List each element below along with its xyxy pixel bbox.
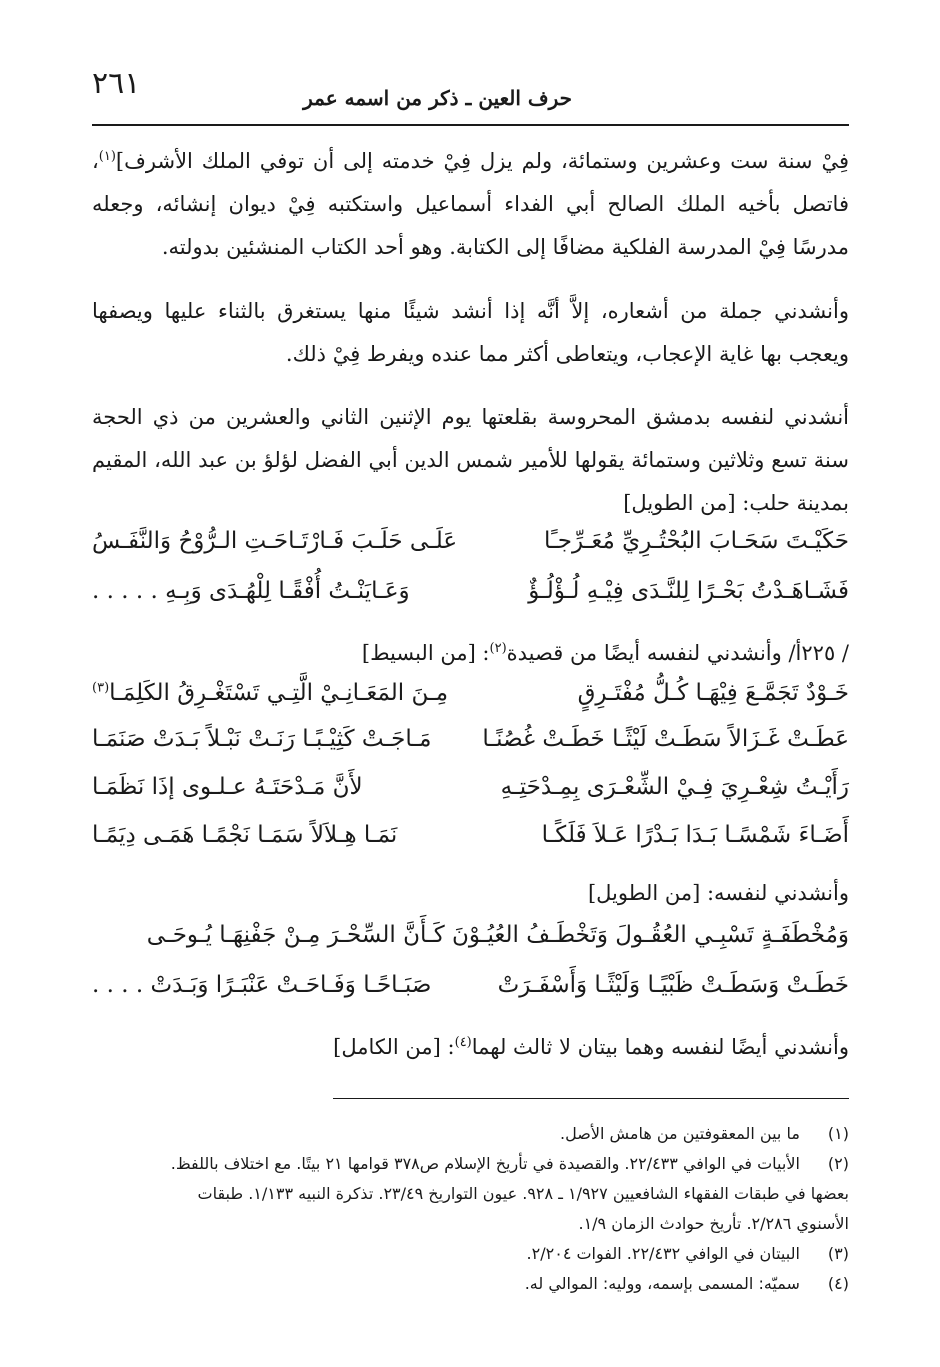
hemistich-first: خَـوْدٌ تَجَمَّـعَ فِيْهَـا كُـلُّ مُفْتَـرِقٍ xyxy=(577,680,849,706)
paragraph-4 xyxy=(92,632,849,675)
hemistich-second: لأَنَّ مَـدْحَتَـهُ عـلـوى إذَا نَظَمَـا xyxy=(92,774,363,800)
header-rule xyxy=(92,124,849,126)
footnote-ref-3: (٣) xyxy=(92,680,110,696)
footnote-ref-2: (٢) xyxy=(489,641,507,656)
paragraph-6-text: وأنشدني أيضًا لنفسه وهما بيتان لا ثالث لهما xyxy=(471,1035,849,1059)
verse-3-1 xyxy=(92,922,849,968)
paragraph-1-tail: ، فاتصل بأخيه الملك الصالح أبي الفداء أسماعيل واستكتبه فِيْ ديوان إنشائه، وجعله مدرسًا فِيْ المدرسة الفلكية مضافًا إلى الكتابة. وهو أحد الكتاب المنشئين بدولته. xyxy=(92,149,849,259)
hemistich-second: صَبَـاحًـا وَفَـاحَـتْ عَنْبَـرًا وَبَـدَتْ . . . . xyxy=(92,972,432,998)
verse-2-2 xyxy=(92,726,849,772)
footnote-number: (٣) xyxy=(827,1244,849,1263)
running-header: حرف العين ـ ذكر من اسمه عمر xyxy=(303,86,572,110)
footnote-2-line-2: بعضها في طبقات الفقهاء الشافعيين ١/٩٢٧ ـ ٩٢٨. عيون التواريخ ٢٣/٤٩. تذكرة النبيه ١/١٣٣. طبقات xyxy=(197,1184,849,1203)
footnote-2-line-3: الأسنوي ٢/٢٨٦. تأريخ حوادث الزمان ١/٩. xyxy=(578,1214,849,1233)
hemistich-second: عَلَـى حَلَـبَ فَـارْتَـاحَـتِ الـرُّوْحُ وَالنَّفَـسُ xyxy=(92,528,458,554)
footnote-4 xyxy=(92,1270,849,1298)
paragraph-5: وأنشدني لنفسه: [من الطويل] xyxy=(587,881,849,905)
paragraph-4-tail: : [من البسيط] xyxy=(361,641,490,665)
footnote-text: ما بين المعقوفتين من هامش الأصل. xyxy=(560,1124,800,1143)
footnote-text: الأبيات في الوافي ٢٢/٤٣٣. والقصيدة في تأريخ الإسلام ص٣٧٨ قوامها ٢١ بيتًا. مع اختلاف باللفظ. xyxy=(170,1154,800,1173)
footnote-number: (٢) xyxy=(827,1154,849,1173)
hemistich-first: خَطَـتْ وَسَطَـتْ ظَبْيًـا وَلَيْثًـا وَأَسْفَـرَتْ xyxy=(497,972,849,998)
hemistich-second: مَـاجَـتْ كَثِيْـبًـا رَنَـتْ نَبْـلاً بَـدَتْ صَنَمَـا xyxy=(92,726,432,752)
verse-2-3 xyxy=(92,774,849,820)
footnote-1 xyxy=(92,1120,849,1148)
paragraph-1-text: فِيْ سنة ست وعشرين وستمائة، ولم يزل فِيْ خدمته إلى أن توفي الملك الأشرف] xyxy=(115,149,849,173)
verse-2-4 xyxy=(92,822,849,868)
hemistich-first: أَضَـاءَ شَمْسًـا بَـدَا بَـدْرًا عَـلاَ فَلَكًـا xyxy=(541,822,849,848)
footnote-number: (٤) xyxy=(827,1274,849,1293)
footnote-ref-1: (١) xyxy=(98,149,116,164)
footnote-ref-4: (٤) xyxy=(454,1035,472,1050)
paragraph-6 xyxy=(149,1026,849,1069)
paragraph-4-text: وأنشدني لنفسه أيضًا من قصيدة xyxy=(506,641,782,665)
verse-1-2 xyxy=(92,578,849,624)
paragraph-6-tail: : [من الكامل] xyxy=(333,1035,455,1059)
footnote-2 xyxy=(92,1150,849,1178)
page-number: ٢٦١ xyxy=(92,66,141,101)
folio-marker: / ٢٢٥أ/ xyxy=(788,641,849,665)
verse-1-1 xyxy=(92,528,849,574)
hemistich-second xyxy=(92,680,448,706)
hemistich-second: وَعَـايَنْـتُ أُفْقًـا لِلْهُـدَى وَبِـهِ . . . . . xyxy=(92,578,410,604)
verse-full-line: وَمُخْطَفَـةٍ تَسْبِـي العُقُـولَ وَتَخْطَـفُ العُيُـوْنَ كَـأَنَّ السِّحْـرَ مِـنْ جَفْنِهَـا يُـوحَـى xyxy=(146,922,849,948)
hemistich-first: فَشَـاهَـدْتُ بَحْـرًا لِلنَّـدَى فِيْـهِ لُـؤْلُـؤٌ xyxy=(528,578,849,604)
hemistich-second: نَمَـا هِـلاَلاً سَمَـا نَجْمًـا هَمَـى دِيَمًـا xyxy=(92,822,398,848)
footnote-rule xyxy=(333,1098,849,1099)
footnote-text: البيتان في الوافي ٢٢/٤٣٢. الفوات ٢/٢٠٤. xyxy=(526,1244,800,1263)
hemistich-first: عَطَـتْ غَـزَالاً سَطَـتْ لَيْثًـا خَطَـتْ غُصُنًـا xyxy=(482,726,849,752)
hemistich-text: مِـنَ المَعَـانِـيْ الَّتِـي تَسْتَغْـرِقُ الكَلِمَـا xyxy=(109,680,449,706)
verse-3-2 xyxy=(92,972,849,1018)
paragraph-3: أنشدني لنفسه بدمشق المحروسة بقلعتها يوم الإثنين الثاني والعشرين من ذي الحجة سنة تسع وثلاثين وستمائة يقولها للأمير شمس الدين أبي الفضل لؤلؤ بن عبد الله، المقيم بمدينة حلب: [من الطويل] xyxy=(92,405,849,515)
footnote-number: (١) xyxy=(827,1124,849,1143)
hemistich-first: رَأَيْـتُ شِعْـرِيَ فِـيْ الشِّعْـرَى بِمِـدْحَتِـهِ xyxy=(500,774,849,800)
paragraph-2: وأنشدني جملة من أشعاره، إلاَّ أنَّه إذا أنشد شيئًا منها يستغرق بالثناء عليها ويصفها ويعجب بها غاية الإعجاب، ويتعاطى أكثر مما عنده ويفرط فِيْ ذلك. xyxy=(92,299,849,366)
paragraph-1 xyxy=(92,140,849,269)
footnote-text: سميّه: المسمى بإسمه، ووليه: الموالي له. xyxy=(524,1274,800,1293)
footnote-3 xyxy=(92,1240,849,1268)
hemistich-first: حَكَيْـتَ سَحَـابَ البُحْتُـرِيِّ مُعَـرِّجـًا xyxy=(544,528,849,554)
verse-2-1 xyxy=(92,680,849,726)
